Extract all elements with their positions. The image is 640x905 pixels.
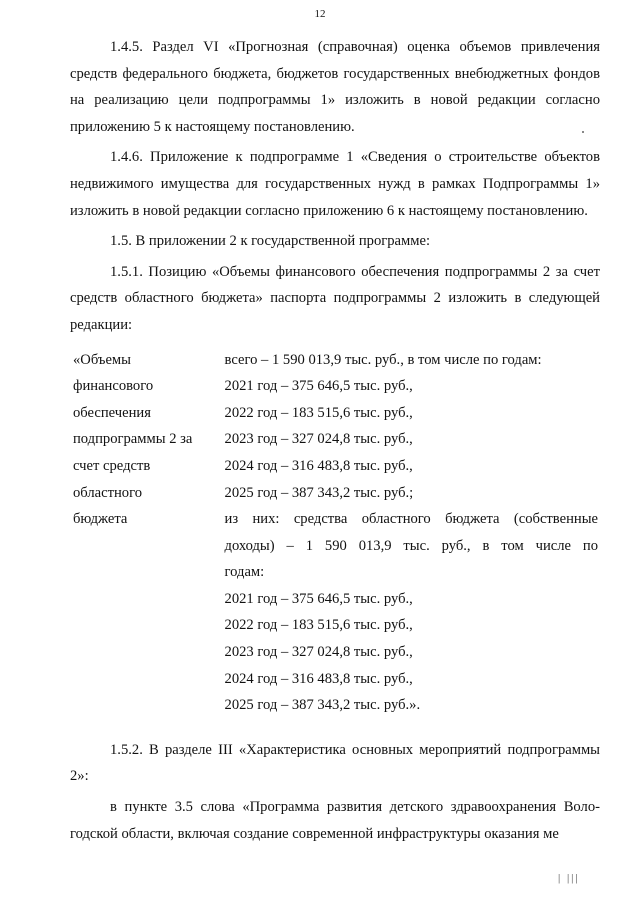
- table-value: 2025 год – 387 343,2 тыс. руб.;: [224, 484, 414, 501]
- table-value: 2021 год – 375 646,5 тыс. руб.,: [224, 378, 413, 395]
- table-value-block: [225, 506, 598, 719]
- table-value-line: 2025 год – 387 343,2 тыс. руб.».: [224, 697, 421, 714]
- table-value: 2023 год – 327 024,8 тыс. руб.,: [224, 431, 413, 448]
- table-value-line: 2023 год – 327 024,8 тыс. руб.,: [224, 644, 413, 661]
- table-value-line: годам:: [224, 564, 265, 581]
- paragraph-1-5-1: 1.5.1. Позицию «Объемы финансового обеспечения подпрограммы 2 за счет средств областного бюджета» паспорта подпрограммы 2 изложить в следующей редакции:: [70, 263, 600, 333]
- table-label: обеспечения: [73, 404, 151, 421]
- paragraph-1-4-5: 1.4.5. Раздел VI «Прогнозная (справочная) оценка объемов привлечения средств федерального бюджета, бюджетов государственных внебюджетных фондов на реализацию цели подпрограммы 1» изложить в новой редакции согласно приложению 5 к настоящему постановлению.: [70, 39, 600, 135]
- table-value-line: 2022 год – 183 515,6 тыс. руб.,: [224, 617, 413, 634]
- table-value-line: доходы) – 1 590 013,9 тыс. руб., в том числе по: [224, 537, 598, 554]
- footer-mark: | |||: [558, 872, 580, 884]
- table-label: областного: [73, 484, 142, 501]
- table-label: бюджета: [73, 511, 128, 528]
- table-value-line: 2021 год – 375 646,5 тыс. руб.,: [224, 590, 413, 607]
- paragraph-1-4-6: 1.4.6. Приложение к подпрограмме 1 «Сведения о строительстве объектов недвижимого имущества для государственных нужд в рамках Подпрограммы 1» изложить в новой редакции согласно приложению 6 к настоящему постановлению.: [70, 149, 600, 219]
- table-value: 2024 год – 316 483,8 тыс. руб.,: [224, 457, 413, 474]
- table-label: счет средств: [73, 457, 151, 474]
- table-label: финансового: [73, 378, 154, 395]
- table-value: 2022 год – 183 515,6 тыс. руб.,: [224, 404, 413, 421]
- paragraph-1-5-2: 1.5.2. В разделе III «Характеристика основных мероприятий подпрограммы 2»:: [70, 741, 600, 785]
- scan-speck: [582, 131, 584, 133]
- table-value: всего – 1 590 013,9 тыс. руб., в том числе по годам:: [224, 351, 542, 368]
- financing-table: [73, 347, 598, 719]
- table-label: «Объемы: [73, 351, 131, 368]
- table-label: подпрограммы 2 за: [73, 431, 193, 448]
- paragraph-3-5: в пункте 3.5 слова «Программа развития детского здравоохранения Вологодской области, включая создание современной инфраструктуры оказания ме: [70, 799, 600, 842]
- paragraph-1-5: 1.5. В приложении 2 к государственной программе:: [110, 233, 431, 250]
- table-value-line: 2024 год – 316 483,8 тыс. руб.,: [224, 670, 413, 687]
- page-number: 12: [314, 8, 326, 20]
- document-body: [70, 34, 600, 851]
- table-value-line: из них: средства областного бюджета (собственные: [224, 511, 598, 528]
